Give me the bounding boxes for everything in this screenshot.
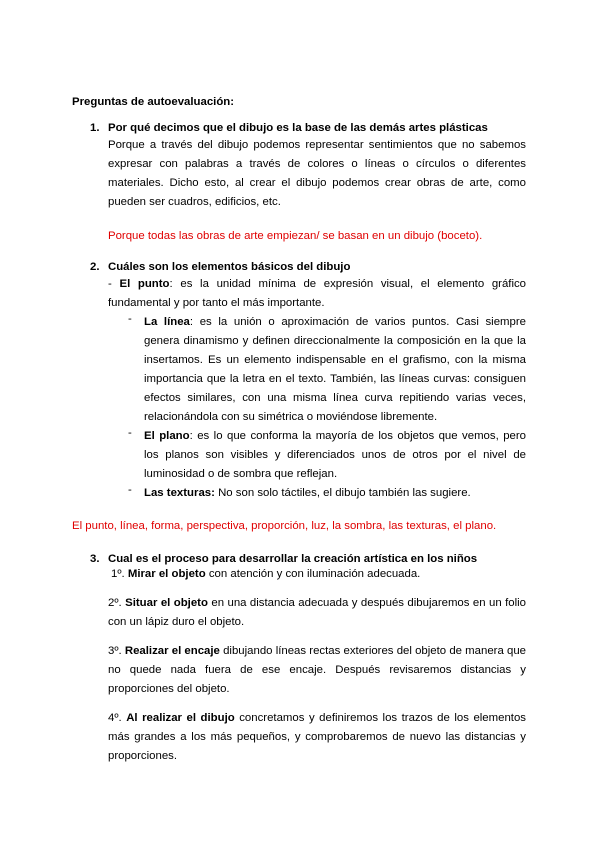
question-2-number: 2. xyxy=(90,261,100,273)
elements-list xyxy=(108,313,526,503)
step-3-term: Realizar el encaje xyxy=(124,645,220,657)
element-linea: - La línea: es la unión o aproximación de varios puntos. Casi siempre genera dinamismo y definen direccionalmente la composición en la que la insertamos. Es un elemento indispensable en el grafismo, con la misma importancia que la letra en el texto. También, las líneas curvas: consiguen efectos similares, con una misma línea curva repitiendo varias veces, relacionándola con su simétrica o moviéndose libremente. xyxy=(128,313,526,423)
question-2-heading: Cuáles son los elementos básicos del dibujo xyxy=(108,261,351,273)
element-linea-term: La línea xyxy=(144,316,190,328)
element-texturas-term: Las texturas: xyxy=(144,487,215,499)
question-3 xyxy=(90,553,526,766)
element-plano: - El plano: es lo que conforma la mayoría de los objetos que vemos, pero los planos son visibles y diferenciados unos de otros por el nivel de luminosidad o de sombra que reflejan. xyxy=(128,427,526,480)
page-title: Preguntas de autoevaluación: xyxy=(72,96,235,108)
step-2: 2º. Situar el objeto en una distancia adecuada y después dibujaremos en un folio con un lápiz duro el objeto. xyxy=(108,597,527,628)
question-1-number: 1. xyxy=(90,122,100,134)
question-3-number: 3. xyxy=(90,553,100,565)
step-1-term: Mirar el objeto xyxy=(127,568,206,580)
element-punto-term: El punto xyxy=(119,278,170,290)
element-punto: - El punto: es la unidad mínima de expresión visual, el elemento gráfico fundamental y por tanto el más importante. xyxy=(108,278,527,309)
question-1-body: Porque a través del dibujo podemos representar sentimientos que no sabemos expresar con palabras a través de colores o líneas o círculos o diferentes materiales. Dicho esto, al crear el dibujo podemos crear obras de arte, como pueden ser cuadros, edificios, etc. xyxy=(108,139,526,208)
question-1 xyxy=(90,122,526,242)
step-2-term: Situar el objeto xyxy=(125,597,208,609)
question-1-answer: Porque todas las obras de arte empiezan/ se basan en un dibujo (boceto). xyxy=(108,230,483,242)
question-2 xyxy=(90,261,526,503)
element-texturas: - Las texturas: No son solo táctiles, el dibujo también las sugiere. xyxy=(128,484,471,499)
question-3-heading: Cual es el proceso para desarrollar la creación artística en los niños xyxy=(108,553,478,565)
question-1-heading: Por qué decimos que el dibujo es la base de las demás artes plásticas xyxy=(108,122,488,134)
element-plano-term: El plano xyxy=(144,430,190,442)
step-4-term: Al realizar el dibujo xyxy=(126,712,235,724)
question-2-answer: El punto, línea, forma, perspectiva, proporción, luz, la sombra, las texturas, el plano. xyxy=(72,520,497,532)
step-4: 4º. Al realizar el dibujo concretamos y definiremos los trazos de los elementos más grandes a los más pequeños, y comprobaremos de nuevo las distancias y proporciones. xyxy=(108,712,526,762)
step-1: 1º. Mirar el objeto con atención y con iluminación adecuada. xyxy=(111,568,421,580)
step-3: 3º. Realizar el encaje dibujando líneas rectas exteriores del objeto de manera que no quede nada fuera de ese encaje. Después revisaremos distancias y proporciones del objeto. xyxy=(108,645,526,695)
